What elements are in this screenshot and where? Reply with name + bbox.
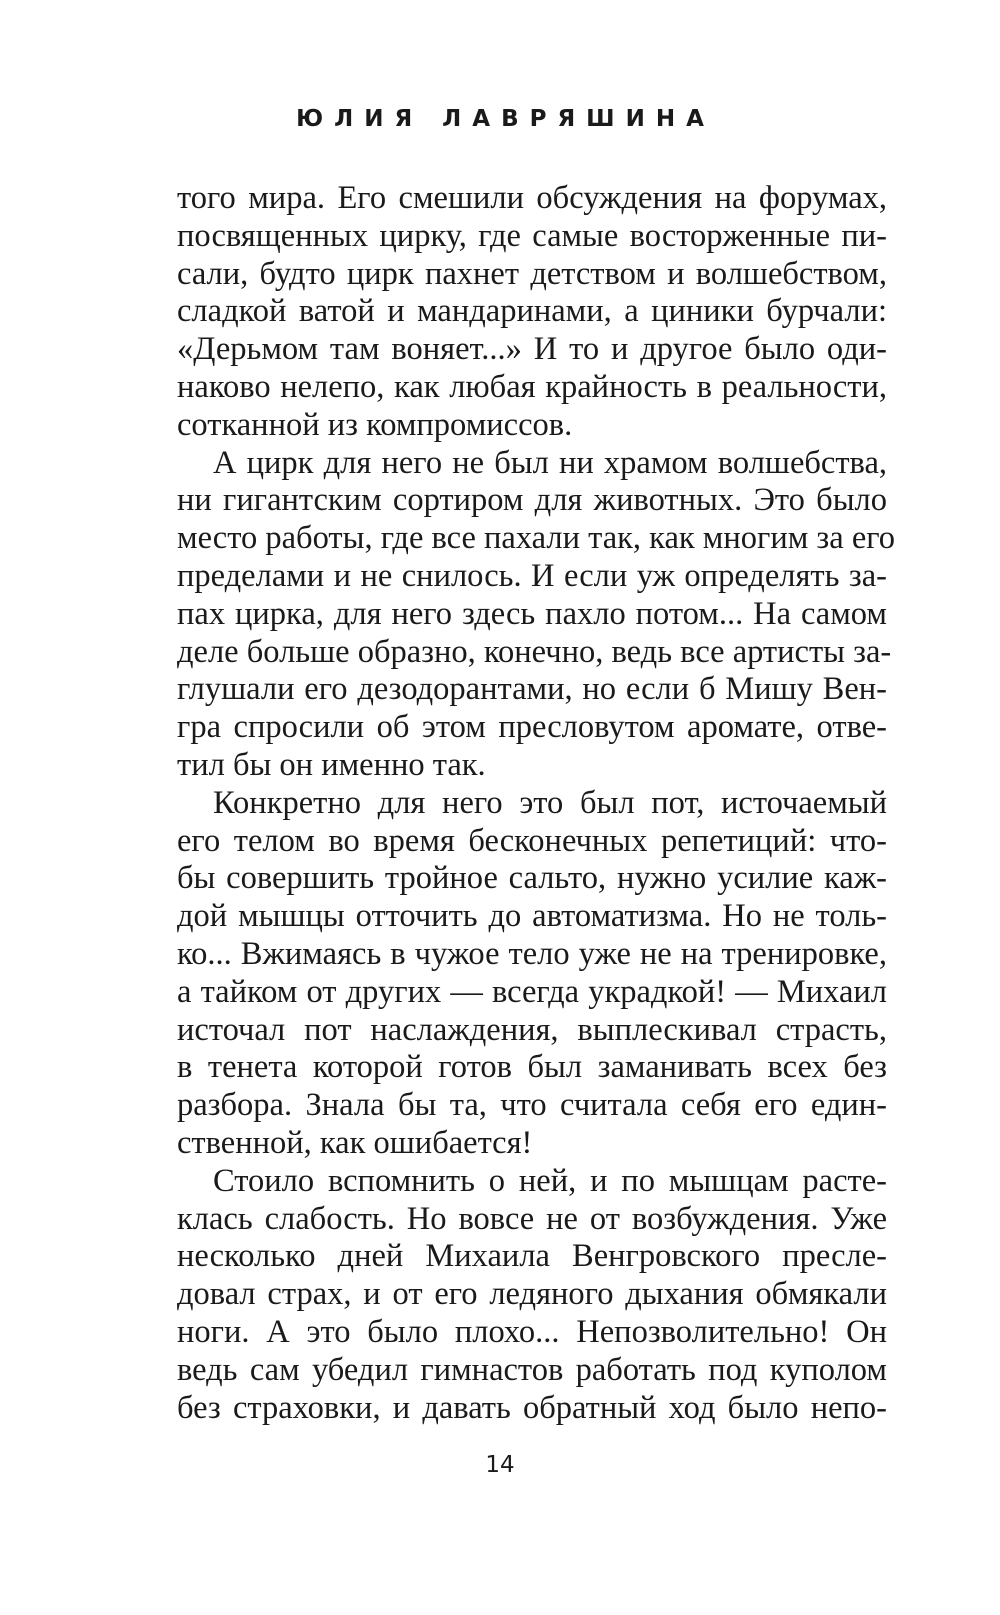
text-line: деле больше образно, конечно, ведь все артисты за- bbox=[177, 633, 892, 670]
text-line: пределами и не снилось. И если уж определять за- bbox=[177, 557, 887, 594]
text-line: сали, будто цирк пахнет детством и волшебством, bbox=[177, 255, 887, 292]
text-line: «Дерьмом там воняет...» И то и другое было оди- bbox=[177, 331, 887, 368]
paragraph bbox=[177, 1163, 887, 1428]
text-line: источал пот наслаждения, выплескивал страсть, bbox=[177, 1011, 887, 1048]
text-line: без страховки, и давать обратный ход было непо- bbox=[177, 1389, 887, 1426]
text-line: Стоило вспомнить о ней, и по мышцам расте- bbox=[213, 1162, 887, 1199]
paragraph bbox=[177, 785, 887, 1163]
text-line: А цирк для него не был ни храмом волшебства, bbox=[213, 444, 887, 481]
text-line: тил бы он именно так. bbox=[177, 746, 486, 783]
paragraph bbox=[177, 444, 896, 785]
text-line: место работы, где все пахали так, как многим за его bbox=[177, 520, 896, 557]
text-line: пах цирка, для него здесь пахло потом... На самом bbox=[177, 595, 887, 632]
text-line: гра спросили об этом пресловутом аромате, отве- bbox=[177, 709, 887, 746]
text-line: посвященных цирку, где самые восторженные пи- bbox=[177, 217, 887, 254]
body-text bbox=[177, 180, 896, 1427]
text-line: наково нелепо, как любая крайность в реальности, bbox=[177, 368, 887, 405]
text-line: разбора. Знала бы та, что считала себя его един- bbox=[177, 1087, 887, 1124]
text-line: бы совершить тройное сальто, нужно усилие каж- bbox=[177, 860, 887, 897]
text-line: сладкой ватой и мандаринами, а циники бурчали: bbox=[177, 293, 887, 330]
text-line: клась слабость. Но вовсе не от возбуждения. Уже bbox=[177, 1200, 887, 1237]
text-line: довал страх, и от его ледяного дыхания обмякали bbox=[177, 1276, 887, 1313]
text-line: а тайком от других — всегда украдкой! — Михаил bbox=[177, 973, 887, 1010]
text-line: его телом во время бесконечных репетиций: что- bbox=[177, 822, 887, 859]
running-head-author: ЮЛИЯ ЛАВРЯШИНА bbox=[296, 106, 715, 132]
text-line: ноги. А это было плохо... Непозволительно! Он bbox=[177, 1313, 887, 1350]
text-line: в тенета которой готов был заманивать всех без bbox=[177, 1049, 887, 1086]
text-line: ведь сам убедил гимнастов работать под куполом bbox=[177, 1351, 887, 1388]
text-line: ственной, как ошибается! bbox=[177, 1124, 533, 1161]
text-line: дой мышцы отточить до автоматизма. Но не толь- bbox=[177, 898, 887, 935]
text-line: того мира. Его смешили обсуждения на форумах, bbox=[177, 180, 887, 216]
text-line: ко... Вжимаясь в чужое тело уже не на тренировке, bbox=[177, 935, 887, 972]
page-number: 14 bbox=[485, 1452, 515, 1478]
text-line: сотканной из компромиссов. bbox=[177, 406, 573, 443]
text-line: ни гигантским сортиром для животных. Это было bbox=[177, 482, 887, 519]
text-line: несколько дней Михаила Венгровского пресле- bbox=[177, 1238, 887, 1275]
paragraph bbox=[177, 180, 887, 445]
text-line: глушали его дезодорантами, но если б Мишу Вен- bbox=[177, 671, 887, 708]
text-line: Конкретно для него это был пот, источаемый bbox=[213, 784, 887, 821]
